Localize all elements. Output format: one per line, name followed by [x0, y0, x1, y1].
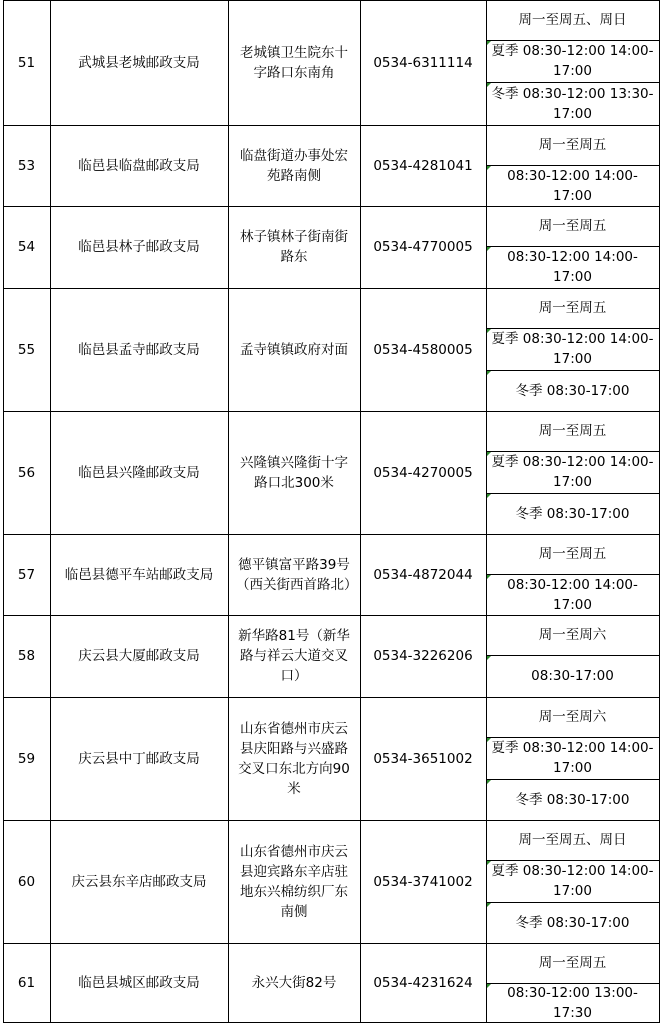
branch-name-cell: [50, 288, 228, 411]
hours-line: [486, 615, 659, 655]
hours-text: 冬季 08:30-17:00: [515, 914, 630, 931]
phone: 0534-3741002: [373, 873, 473, 890]
column-border: [486, 0, 487, 1022]
hours-text: 08:30-12:00 14:00-17:00: [507, 576, 638, 613]
row-number: 58: [17, 648, 36, 664]
hours-line: [486, 82, 659, 125]
row-number: 53: [17, 157, 36, 174]
hours-line: [486, 534, 659, 574]
address-cell: [228, 534, 360, 615]
address-cell: [228, 411, 360, 534]
address-cell: [228, 820, 360, 943]
hours-line: [486, 860, 659, 902]
row-number: 60: [17, 873, 36, 890]
cell-comment-mark: [487, 575, 491, 579]
address: 兴隆镇兴隆街十字路口北300米: [240, 454, 348, 491]
row-number-cell: [3, 206, 50, 288]
phone: 0534-3226206: [373, 648, 473, 664]
hours-line: [486, 574, 659, 615]
hours-text: 周一至周六: [538, 709, 607, 725]
hours-divider: [486, 165, 659, 166]
hours-line: [486, 370, 659, 411]
hours-divider: [486, 779, 659, 780]
hours-line: [486, 411, 659, 451]
phone: 0534-4872044: [373, 566, 473, 583]
branch-name-cell: [50, 0, 228, 125]
hours-divider: [486, 983, 659, 984]
hours-line: [486, 451, 659, 493]
row-border: [3, 1022, 660, 1023]
hours-text: 夏季 08:30-12:00 14:00-17:00: [491, 43, 654, 79]
branch-name-cell: [50, 820, 228, 943]
row-number: 54: [17, 239, 36, 255]
address: 临盘街道办事处宏苑路南侧: [240, 147, 348, 184]
row-number-cell: [3, 943, 50, 1022]
hours-text: 周一至周五: [538, 423, 607, 439]
hours-divider: [486, 40, 659, 41]
hours-line: [486, 655, 659, 697]
hours-text: 周一至周五: [538, 137, 607, 153]
cell-comment-mark: [487, 780, 491, 784]
branch-name-cell: [50, 411, 228, 534]
cell-comment-mark: [487, 83, 491, 87]
row-number-cell: [3, 0, 50, 125]
cell-comment-mark: [487, 166, 491, 170]
phone-cell: [360, 615, 486, 697]
phone-cell: [360, 411, 486, 534]
branch-name-cell: [50, 206, 228, 288]
hours-text: 冬季 08:30-12:00 13:30-17:00: [491, 85, 654, 122]
row-number-cell: [3, 697, 50, 820]
hours-text: 冬季 08:30-17:00: [515, 505, 630, 522]
hours-divider: [486, 246, 659, 247]
row-number-cell: [3, 534, 50, 615]
hours-line: [486, 983, 659, 1022]
address: 孟寺镇镇政府对面: [240, 341, 348, 358]
row-number-cell: [3, 615, 50, 697]
hours-text: 08:30-12:00 14:00-17:00: [507, 249, 638, 285]
address-cell: [228, 206, 360, 288]
hours-text: 08:30-12:00 14:00-17:00: [507, 167, 638, 204]
branch-name-cell: [50, 534, 228, 615]
hours-text: 周一至周五、周日: [518, 832, 627, 848]
hours-line: [486, 165, 659, 206]
hours-text: 周一至周五: [538, 300, 607, 316]
phone: 0534-4281041: [373, 157, 473, 174]
row-border: [3, 943, 660, 944]
hours-line: [486, 125, 659, 165]
cell-comment-mark: [487, 738, 491, 742]
address-cell: [228, 288, 360, 411]
branch-name: 武城县老城邮政支局: [78, 54, 200, 71]
hours-divider: [486, 574, 659, 575]
hours-line: [486, 328, 659, 370]
cell-comment-mark: [487, 984, 491, 988]
cell-comment-mark: [487, 903, 491, 907]
branch-name: 庆云县中丁邮政支局: [78, 750, 200, 767]
address-cell: [228, 943, 360, 1022]
address: 德平镇富平路39号（西关街西首路北）: [236, 556, 358, 593]
branch-name: 临邑县孟寺邮政支局: [78, 341, 200, 358]
address: 山东省德州市庆云县迎宾路东辛店驻地东兴棉纺织厂东南侧: [240, 843, 348, 920]
hours-line: [486, 493, 659, 534]
row-border: [3, 0, 660, 1]
branch-name: 临邑县德平车站邮政支局: [64, 566, 214, 583]
hours-text: 周一至周五: [538, 546, 607, 562]
row-number: 59: [17, 750, 36, 767]
branch-name-cell: [50, 615, 228, 697]
phone: 0534-4580005: [373, 341, 473, 358]
row-number: 51: [17, 54, 36, 71]
row-number: 57: [17, 566, 36, 583]
cell-comment-mark: [487, 329, 491, 333]
hours-divider: [486, 328, 659, 329]
hours-divider: [486, 737, 659, 738]
hours-divider: [486, 860, 659, 861]
phone: 0534-4770005: [373, 239, 473, 255]
branch-name: 临邑县林子邮政支局: [78, 239, 200, 255]
hours-line: [486, 779, 659, 820]
cell-comment-mark: [487, 41, 491, 45]
address: 林子镇林子街南街路东: [240, 229, 348, 265]
hours-text: 周一至周五: [538, 955, 607, 971]
address: 永兴大街82号: [251, 974, 337, 991]
row-number-cell: [3, 820, 50, 943]
address-cell: [228, 125, 360, 206]
cell-comment-mark: [487, 861, 491, 865]
phone-cell: [360, 0, 486, 125]
address: 老城镇卫生院东十字路口东南角: [240, 44, 348, 81]
address: 山东省德州市庆云县庆阳路与兴盛路交叉口东北方向90米: [238, 720, 350, 797]
branch-name: 临邑县城区邮政支局: [78, 974, 200, 991]
phone: 0534-3651002: [373, 750, 473, 767]
cell-comment-mark: [487, 371, 491, 375]
hours-divider: [486, 370, 659, 371]
address-cell: [228, 615, 360, 697]
phone-cell: [360, 697, 486, 820]
hours-text: 冬季 08:30-17:00: [515, 791, 630, 808]
column-border: [50, 0, 51, 1022]
row-border: [3, 288, 660, 289]
hours-text: 夏季 08:30-12:00 14:00-17:00: [491, 863, 654, 899]
hours-text: 08:30-17:00: [531, 668, 614, 684]
branch-name: 庆云县东辛店邮政支局: [71, 873, 207, 890]
column-border: [228, 0, 229, 1022]
hours-line: [486, 246, 659, 288]
branch-name: 临邑县临盘邮政支局: [78, 157, 200, 174]
phone-cell: [360, 820, 486, 943]
phone: 0534-4231624: [373, 974, 473, 991]
hours-divider: [486, 902, 659, 903]
row-border: [3, 206, 660, 207]
branch-name: 庆云县大厦邮政支局: [78, 648, 200, 664]
address-cell: [228, 697, 360, 820]
cell-comment-mark: [487, 452, 491, 456]
column-border: [3, 0, 4, 1022]
phone-cell: [360, 943, 486, 1022]
hours-text: 冬季 08:30-17:00: [515, 382, 630, 399]
hours-text: 夏季 08:30-12:00 14:00-17:00: [491, 454, 654, 490]
hours-text: 周一至周五: [538, 218, 607, 234]
cell-comment-mark: [487, 247, 491, 251]
row-border: [3, 534, 660, 535]
row-number: 55: [17, 341, 36, 358]
branch-name: 临邑县兴隆邮政支局: [78, 464, 200, 481]
hours-line: [486, 943, 659, 983]
row-number: 56: [17, 464, 36, 481]
address: 新华路81号（新华路与祥云大道交叉口）: [238, 628, 350, 684]
phone-cell: [360, 125, 486, 206]
row-number-cell: [3, 288, 50, 411]
branch-name-cell: [50, 125, 228, 206]
hours-text: 夏季 08:30-12:00 14:00-17:00: [491, 331, 654, 367]
hours-divider: [486, 655, 659, 656]
hours-line: [486, 206, 659, 246]
branch-name-cell: [50, 697, 228, 820]
phone: 0534-4270005: [373, 464, 473, 481]
hours-line: [486, 288, 659, 328]
row-border: [3, 411, 660, 412]
hours-divider: [486, 82, 659, 83]
hours-text: 夏季 08:30-12:00 14:00-17:00: [491, 740, 654, 776]
row-border: [3, 125, 660, 126]
row-border: [3, 697, 660, 698]
cell-comment-mark: [487, 494, 491, 498]
hours-line: [486, 40, 659, 82]
hours-text: 08:30-12:00 13:00-17:30: [507, 984, 638, 1021]
hours-line: [486, 697, 659, 737]
phone-cell: [360, 288, 486, 411]
hours-line: [486, 0, 659, 40]
row-number: 61: [17, 974, 36, 991]
hours-line: [486, 737, 659, 779]
phone-cell: [360, 206, 486, 288]
hours-text: 周一至周五、周日: [518, 12, 627, 28]
hours-line: [486, 820, 659, 860]
row-border: [3, 615, 660, 616]
phone-cell: [360, 534, 486, 615]
phone: 0534-6311114: [373, 54, 473, 71]
hours-divider: [486, 493, 659, 494]
hours-line: [486, 902, 659, 943]
row-border: [3, 820, 660, 821]
address-cell: [228, 0, 360, 125]
row-number-cell: [3, 125, 50, 206]
row-number-cell: [3, 411, 50, 534]
column-border: [360, 0, 361, 1022]
branch-name-cell: [50, 943, 228, 1022]
hours-text: 周一至周六: [538, 627, 607, 643]
hours-divider: [486, 451, 659, 452]
cell-comment-mark: [487, 656, 491, 660]
